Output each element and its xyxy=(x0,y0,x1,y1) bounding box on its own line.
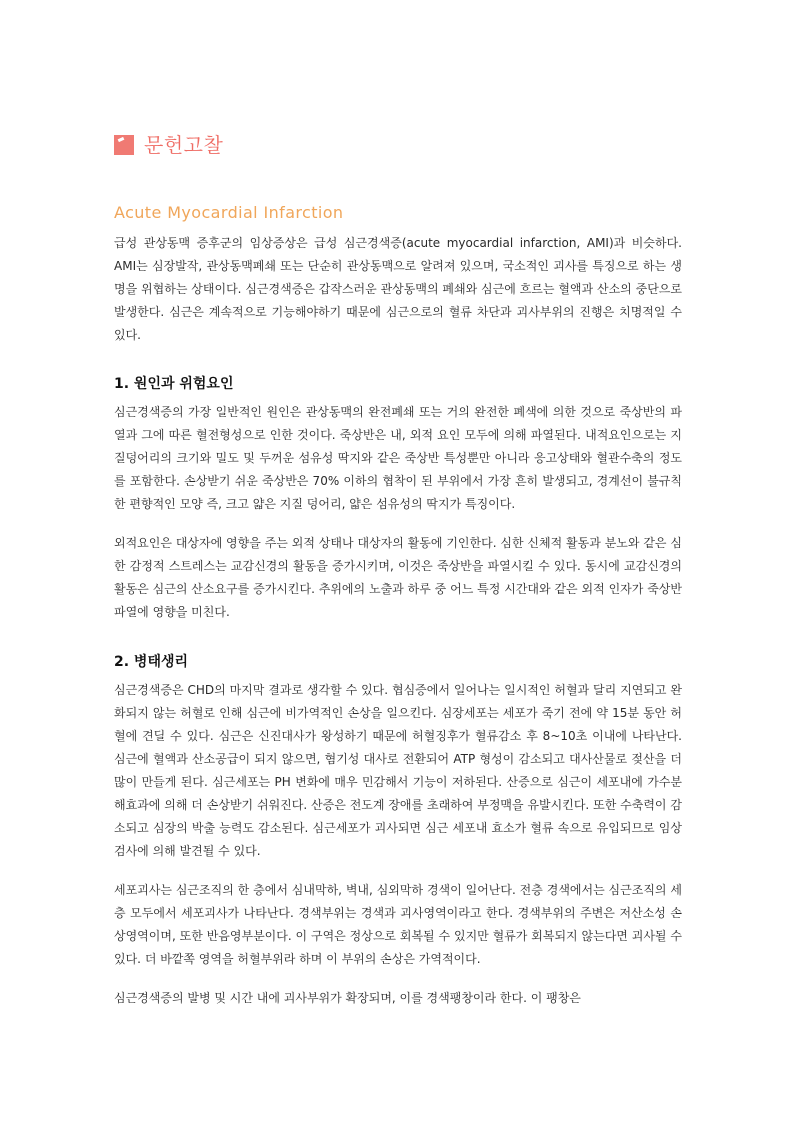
paragraph-external-factors: 외적요인은 대상자에 영향을 주는 외적 상태나 대상자의 활동에 기인한다. 심한 신체적 활동과 분노와 같은 심한 감정적 스트레스는 교감신경의 활동을 증가시키며, 이것은 죽상반을 파열시킬 수 있다. 동시에 교감신경의 활동은 심근의 산소요구를 증가시킨다. 추위에의 노출과 하루 중 어느 특정 시간대와 같은 외적 인자가 죽상반 파열에 영향을 미친다. xyxy=(114,536,682,619)
paragraph-cell-necrosis: 세포괴사는 심근조직의 한 층에서 심내막하, 벽내, 심외막하 경색이 일어난다. 전층 경색에서는 심근조직의 세 층 모두에서 세포괴사가 나타난다. 경색부위는 경색과 괴사영역이라고 한다. 경색부위의 주변은 저산소성 손상영역이며, 또한 반음영부분이다. 이 구역은 정상으로 회복될 수 있지만 혈류가 회복되지 않는다면 괴사될 수 있다. 더 바깥쪽 영역을 허혈부위라 하며 이 부위의 손상은 가역적이다. xyxy=(114,883,682,966)
section-header xyxy=(114,130,223,160)
section-marker-icon xyxy=(114,135,134,155)
paragraph-pathophysiology: 심근경색증은 CHD의 마지막 결과로 생각할 수 있다. 협심증에서 일어나는 일시적인 허혈과 달리 지연되고 완화되지 않는 허혈로 인해 심근에 비가역적인 손상을 일으킨다. 심장세포는 세포가 죽기 전에 약 15분 동안 허혈에 견딜 수 있다. 심근은 신진대사가 왕성하기 때문에 허혈징후가 혈류감소 후 8~10초 이내에 나타난다. 심근에 혈액과 산소공급이 되지 않으면, 혐기성 대사로 전환되어 ATP 형성이 감소되고 대사산물로 젖산을 더 많이 만들게 된다. 심근세포는 PH 변화에 매우 민감해서 기능이 저하된다. 산증으로 심근이 세포내에 가수분해효과에 의해 더 손상받기 쉬워진다. 산증은 전도계 장애를 초래하여 부정맥을 유발시킨다. 또한 수축력이 감소되고 심장의 박출 능력도 감소된다. 심근세포가 괴사되면 심근 세포내 효소가 혈류 속으로 유입되므로 임상검사에 의해 발견될 수 있다. xyxy=(114,683,682,858)
heading-causes-risk-factors: 1. 원인과 위험요인 xyxy=(114,376,234,392)
topic-subtitle: Acute Myocardial Infarction xyxy=(114,203,344,222)
intro-paragraph: 급성 관상동맥 증후군의 임상증상은 급성 심근경색증(acute myocardial infarction, AMI)과 비슷하다. AMI는 심장발작, 관상동맥폐쇄 또는 단순히 관상동맥으로 알려져 있으며, 국소적인 괴사를 특징으로 하는 생명을 위협하는 상태이다. 심근경색증은 갑작스러운 관상동맥의 폐쇄와 심근에 흐르는 혈액과 산소의 중단으로 발생한다. 심근은 계속적으로 기능해야하기 때문에 심근으로의 혈류 차단과 괴사부위의 진행은 치명적일 수 있다. xyxy=(114,236,682,342)
paragraph-internal-factors: 심근경색증의 가장 일반적인 원인은 관상동맥의 완전폐쇄 또는 거의 완전한 폐색에 의한 것으로 죽상반의 파열과 그에 따른 혈전형성으로 인한 것이다. 죽상반은 내, 외적 요인 모두에 의해 파열된다. 내적요인으로는 지질덩어리의 크기와 밀도 및 두꺼운 섬유성 딱지와 같은 죽상반 특성뿐만 아니라 응고상태와 혈관수축의 정도를 포함한다. 손상받기 쉬운 죽상반은 70% 이하의 협착이 된 부위에서 가장 흔히 발생되고, 경계선이 불규칙한 편향적인 모양 즉, 크고 얇은 지질 덩어리, 얇은 섬유성의 딱지가 특징이다. xyxy=(114,405,682,511)
paragraph-infarct-expansion: 심근경색증의 발병 및 시간 내에 괴사부위가 확장되며, 이를 경색팽창이라 한다. 이 팽창은 xyxy=(114,991,581,1005)
heading-pathophysiology: 2. 병태생리 xyxy=(114,654,189,670)
section-title: 문헌고찰 xyxy=(144,133,224,157)
